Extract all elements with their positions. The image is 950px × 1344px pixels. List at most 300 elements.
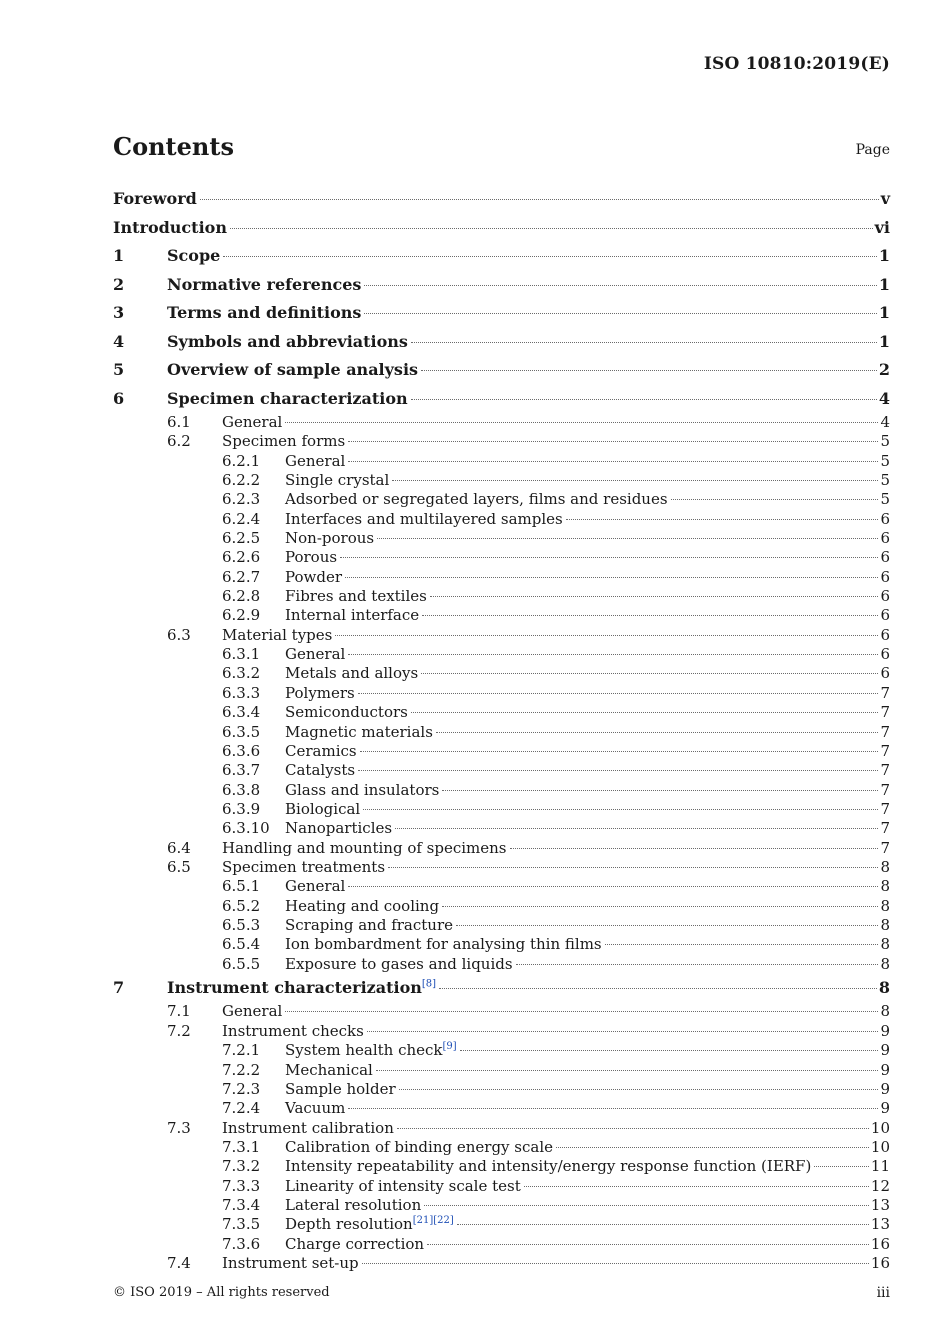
toc-entry-page: 13 xyxy=(870,1195,890,1214)
toc-entry-title-text: Symbols and abbreviations xyxy=(167,331,408,351)
toc-entry[interactable] xyxy=(113,684,890,703)
toc-entry-number: 6.1 xyxy=(167,413,191,431)
toc-entry-title-text: Mechanical xyxy=(285,1060,373,1079)
toc-entry-page: 16 xyxy=(870,1234,890,1253)
toc-entry-title xyxy=(285,529,374,548)
toc-entry-title-text: Sample holder xyxy=(285,1079,396,1098)
dot-leader xyxy=(364,285,876,286)
toc-entry-title-text: Metals and alloys xyxy=(285,664,419,683)
toc-entry[interactable] xyxy=(113,839,890,858)
toc-entry-page: 8 xyxy=(880,1002,890,1021)
toc-entry-number: 7.2.3 xyxy=(222,1079,261,1098)
toc-entry-title xyxy=(222,413,282,432)
dot-leader xyxy=(566,519,879,520)
toc-entry-title-text: Scope xyxy=(167,246,221,265)
toc-entry-number: 3 xyxy=(113,303,125,322)
toc-entry-title xyxy=(285,1061,373,1080)
toc-entry-number: 6.3.5 xyxy=(222,722,261,741)
toc-entry-number: 6.2 xyxy=(167,432,191,451)
toc-entry-title-text: Specimen characterization xyxy=(167,388,408,408)
toc-entry-title-text: Exposure to gases and liquids xyxy=(285,954,513,973)
toc-entry-page: 1 xyxy=(878,331,890,351)
toc-entry-number: 1 xyxy=(113,246,125,265)
dot-leader xyxy=(348,1108,878,1109)
toc-entry[interactable] xyxy=(113,1157,890,1176)
toc-entry-title xyxy=(285,916,453,935)
toc-entry-title xyxy=(285,1157,811,1176)
toc-entry-title xyxy=(285,761,355,780)
toc-entry-page: 9 xyxy=(880,1060,890,1079)
toc-entry-title-text: Overview of sample analysis xyxy=(167,360,419,379)
toc-entry-number: 7.3.6 xyxy=(222,1234,261,1253)
toc-entry[interactable] xyxy=(113,214,890,243)
toc-entry-page: 8 xyxy=(880,857,890,876)
toc-entry-page: 13 xyxy=(870,1215,890,1234)
toc-entry-page: 6 xyxy=(880,548,890,567)
toc-entry-number: 6.2.5 xyxy=(222,529,261,548)
dot-leader xyxy=(814,1166,869,1167)
toc-entry-page: 5 xyxy=(880,490,890,509)
dot-leader xyxy=(516,964,879,965)
toc-entry-number: 4 xyxy=(113,331,125,351)
toc-entry-page: 7 xyxy=(880,761,890,780)
toc-entry-title xyxy=(167,328,408,357)
toc-entry-number: 6.3.10 xyxy=(222,819,270,838)
toc-entry[interactable] xyxy=(113,471,890,490)
toc-entry-page: 6 xyxy=(880,606,890,625)
toc-entry-number: 6.2.7 xyxy=(222,567,261,586)
dot-leader xyxy=(397,1128,869,1129)
toc-entry-page: 7 xyxy=(880,838,890,857)
reference-link[interactable]: [8] xyxy=(421,978,437,990)
toc-entry-number: 6.3 xyxy=(167,625,191,644)
toc-entry-page: 9 xyxy=(880,1079,890,1098)
toc-entry-title-text: General xyxy=(285,645,346,664)
dot-leader xyxy=(671,499,879,500)
toc-entry-page: 5 xyxy=(880,432,890,451)
toc-entry-title xyxy=(113,214,227,243)
toc-entry[interactable] xyxy=(113,858,890,877)
toc-entry[interactable] xyxy=(113,548,890,567)
toc-entry-title xyxy=(222,839,507,858)
toc-entry-page: 6 xyxy=(880,567,890,586)
toc-entry-page: 16 xyxy=(870,1253,890,1272)
toc-entry-title-text: Scraping and fracture xyxy=(285,915,453,934)
toc-entry-number: 6.2.2 xyxy=(222,471,261,490)
dot-leader xyxy=(442,906,878,907)
dot-leader xyxy=(230,228,873,229)
toc-entry-title xyxy=(285,935,602,954)
toc-entry-page: 11 xyxy=(870,1157,890,1176)
toc-entry-title-text: Instrument set-up xyxy=(222,1253,359,1272)
toc-entry-number: 6.3.1 xyxy=(222,645,261,664)
toc-entry-number: 6.3.7 xyxy=(222,761,261,780)
toc-entry-title xyxy=(285,568,342,587)
toc-entry-page: 8 xyxy=(880,915,890,934)
toc-entry-page: 10 xyxy=(870,1137,890,1156)
toc-entry-title-text: Specimen treatments xyxy=(222,857,386,876)
toc-entry-page: 6 xyxy=(880,587,890,606)
toc-entry-number: 7.3.2 xyxy=(222,1157,261,1176)
toc-entry-page: 10 xyxy=(870,1118,890,1137)
toc-entry-number: 6.2.8 xyxy=(222,587,261,606)
dot-leader xyxy=(395,828,878,829)
toc-entry-title-text: Instrument calibration xyxy=(222,1118,394,1137)
toc-entry-page: 7 xyxy=(880,780,890,799)
dot-leader xyxy=(340,557,878,558)
toc-entry[interactable] xyxy=(113,974,890,1003)
toc-entry-number: 6.2.9 xyxy=(222,606,261,625)
toc-entry[interactable] xyxy=(113,356,890,385)
toc-entry-title-text: Vacuum xyxy=(285,1099,346,1118)
toc-entry-title xyxy=(222,1022,364,1041)
toc-entry-page: 4 xyxy=(880,413,890,431)
toc-entry-page: 6 xyxy=(880,664,890,683)
toc-entry[interactable] xyxy=(113,185,890,214)
dot-leader xyxy=(388,867,878,868)
toc-entry-page: 6 xyxy=(880,509,890,528)
toc-entry[interactable] xyxy=(113,510,890,529)
toc-entry-page: 7 xyxy=(880,819,890,838)
toc-entry-page: 8 xyxy=(878,977,890,997)
dot-leader xyxy=(223,256,877,257)
toc-entry[interactable] xyxy=(113,587,890,606)
dot-leader xyxy=(360,751,879,752)
dot-leader xyxy=(457,1224,869,1225)
dot-leader xyxy=(200,199,879,200)
toc-entry-title-text: Instrument characterization xyxy=(167,977,422,997)
contents-heading: Contents xyxy=(113,132,234,161)
toc-entry-title xyxy=(167,356,418,385)
toc-entry-title-text: General xyxy=(222,413,283,431)
toc-entry-page: 1 xyxy=(878,246,890,265)
toc-entry-number: 7.2 xyxy=(167,1021,191,1040)
dot-leader xyxy=(399,1089,879,1090)
toc-entry-title-text: Handling and mounting of specimens xyxy=(222,838,507,857)
dot-leader xyxy=(439,988,877,989)
toc-entry-page: 1 xyxy=(878,274,890,294)
toc-entry-page: 5 xyxy=(880,451,890,470)
toc-entry[interactable] xyxy=(113,606,890,625)
toc-entry-title xyxy=(285,723,433,742)
toc-entry-number: 6.3.9 xyxy=(222,799,261,818)
dot-leader xyxy=(411,399,877,400)
toc-entry-title-text: Non-porous xyxy=(285,529,375,548)
toc-entry-page: 7 xyxy=(880,683,890,702)
toc-entry-title xyxy=(285,703,408,722)
toc-entry-title xyxy=(285,1177,521,1196)
toc-entry-number: 6.3.2 xyxy=(222,664,261,683)
toc-entry-number: 7.3.3 xyxy=(222,1176,261,1195)
toc-entry-number: 7.3.4 xyxy=(222,1195,261,1214)
toc-entry-number: 6.2.1 xyxy=(222,451,261,470)
toc-entry-title-text: Ceramics xyxy=(285,741,357,760)
dot-leader xyxy=(364,313,876,314)
toc-entry-number: 6.5.4 xyxy=(222,935,261,954)
reference-link[interactable]: [21][22] xyxy=(412,1215,454,1227)
toc-entry-number: 6.5.1 xyxy=(222,877,261,896)
toc-entry-page: v xyxy=(880,189,890,208)
toc-entry-title-text: System health check xyxy=(285,1041,443,1060)
toc-entry-title xyxy=(167,385,408,414)
toc-entry-page: 9 xyxy=(880,1099,890,1118)
toc-entry-title xyxy=(222,1119,394,1138)
dot-leader xyxy=(436,732,879,733)
toc-entry-title-text: Intensity repeatability and intensity/energy response function (IERF) xyxy=(285,1157,812,1176)
toc-entry[interactable] xyxy=(113,800,890,819)
toc-entry[interactable] xyxy=(113,645,890,664)
toc-entry-title-text: General xyxy=(285,877,346,896)
toc-entry-title-text: Terms and definitions xyxy=(167,303,362,322)
toc-entry-title xyxy=(285,1138,553,1157)
dot-leader xyxy=(421,673,878,674)
toc-entry-number: 7.2.2 xyxy=(222,1060,261,1079)
dot-leader xyxy=(421,370,877,371)
toc-entry[interactable] xyxy=(113,568,890,587)
toc-entry[interactable] xyxy=(113,1041,890,1060)
toc-entry-number: 6.3.6 xyxy=(222,741,261,760)
toc-entry-title xyxy=(222,1254,359,1273)
toc-entry-page: 6 xyxy=(880,529,890,548)
toc-entry[interactable] xyxy=(113,432,890,451)
toc-entry[interactable] xyxy=(113,1099,890,1118)
dot-leader xyxy=(460,1050,879,1051)
toc-entry-title xyxy=(285,1080,396,1099)
toc-entry-page: 6 xyxy=(880,645,890,664)
dot-leader xyxy=(427,1244,869,1245)
toc-entry-title-text: Heating and cooling xyxy=(285,896,440,915)
dot-leader xyxy=(285,1011,878,1012)
toc-entry-title xyxy=(285,452,345,471)
toc-entry[interactable] xyxy=(113,452,890,471)
dot-leader xyxy=(348,441,878,442)
toc-entry-title xyxy=(222,858,385,877)
toc-entry-title-text: Magnetic materials xyxy=(285,722,433,741)
toc-entry-title xyxy=(285,781,439,800)
dot-leader xyxy=(377,538,878,539)
toc-entry-number: 7.1 xyxy=(167,1002,191,1021)
toc-entry[interactable] xyxy=(113,626,890,645)
toc-entry-title-text: Lateral resolution xyxy=(285,1195,422,1214)
toc-entry[interactable] xyxy=(113,1119,890,1138)
toc-entry[interactable] xyxy=(113,935,890,954)
toc-entry-title-text: Biological xyxy=(285,799,361,818)
toc-entry-title xyxy=(285,471,389,490)
toc-entry-title-text: Charge correction xyxy=(285,1234,425,1253)
toc-entry[interactable] xyxy=(113,328,890,357)
dot-leader xyxy=(442,790,878,791)
toc-entry-number: 6 xyxy=(113,388,125,408)
toc-entry-title xyxy=(285,819,392,838)
toc-entry-title xyxy=(285,1235,424,1254)
toc-entry-title xyxy=(285,548,337,567)
dot-leader xyxy=(411,712,879,713)
dot-leader xyxy=(285,422,878,423)
dot-leader xyxy=(345,577,878,578)
toc-entry-number: 6.3.4 xyxy=(222,703,261,722)
toc-entry-title-text: Glass and insulators xyxy=(285,780,440,799)
toc-entry-title-text: Instrument checks xyxy=(222,1021,364,1040)
toc-entry-number: 7.4 xyxy=(167,1253,191,1272)
toc-entry-title-text: Ion bombardment for analysing thin films xyxy=(285,935,602,954)
toc-entry[interactable] xyxy=(113,1061,890,1080)
page-column-label: Page xyxy=(855,142,890,158)
toc-entry[interactable] xyxy=(113,1002,890,1021)
toc-entry-title xyxy=(167,299,361,328)
toc-entry-page: 2 xyxy=(878,360,890,379)
toc-entry-title-text: Introduction xyxy=(113,217,227,237)
copyright-notice: © ISO 2019 – All rights reserved xyxy=(113,1285,330,1300)
toc-entry-title xyxy=(167,974,436,1003)
dot-leader xyxy=(605,944,879,945)
toc-entry-number: 6.5.2 xyxy=(222,896,261,915)
toc-entry-title xyxy=(285,490,668,509)
toc-entry[interactable] xyxy=(113,1235,890,1254)
toc-entry-title-text: Polymers xyxy=(285,683,355,702)
dot-leader xyxy=(335,635,878,636)
toc-entry-title-text: Semiconductors xyxy=(285,703,408,722)
toc-entry-title xyxy=(285,645,345,664)
toc-entry-number: 6.5 xyxy=(167,857,191,876)
dot-leader xyxy=(430,596,879,597)
toc-entry[interactable] xyxy=(113,1138,890,1157)
toc-entry-number: 6.4 xyxy=(167,838,191,857)
toc-entry-number: 6.3.3 xyxy=(222,683,261,702)
toc-entry[interactable] xyxy=(113,819,890,838)
toc-entry[interactable] xyxy=(113,1215,890,1234)
toc-entry-page: 5 xyxy=(880,471,890,490)
toc-entry-page: vi xyxy=(874,217,890,237)
toc-entry-number: 7.2.4 xyxy=(222,1099,261,1118)
toc-entry-page: 9 xyxy=(880,1041,890,1060)
toc-entry[interactable] xyxy=(113,703,890,722)
toc-entry-title-text: Calibration of binding energy scale xyxy=(285,1137,554,1156)
dot-leader xyxy=(376,1070,879,1071)
toc-entry[interactable] xyxy=(113,916,890,935)
toc-entry-page: 7 xyxy=(880,799,890,818)
toc-entry[interactable] xyxy=(113,955,890,974)
toc-entry[interactable] xyxy=(113,761,890,780)
dot-leader xyxy=(348,461,878,462)
dot-leader xyxy=(456,925,878,926)
toc-entry[interactable] xyxy=(113,1080,890,1099)
toc-entry-number: 2 xyxy=(113,274,125,294)
page-number: iii xyxy=(876,1285,890,1301)
dot-leader xyxy=(348,886,878,887)
toc-entry[interactable] xyxy=(113,1254,890,1273)
toc-entry-title xyxy=(285,1215,454,1234)
toc-entry-title xyxy=(285,877,345,896)
toc-entry-number: 7.3.5 xyxy=(222,1215,261,1234)
toc-entry-number: 6.2.6 xyxy=(222,548,261,567)
toc-entry[interactable] xyxy=(113,529,890,548)
toc-entry-page: 7 xyxy=(880,722,890,741)
dot-leader xyxy=(424,1205,869,1206)
toc-entry[interactable] xyxy=(113,490,890,509)
toc-entry[interactable] xyxy=(113,1022,890,1041)
dot-leader xyxy=(362,1263,869,1264)
toc-entry[interactable] xyxy=(113,413,890,432)
toc-entry-title xyxy=(285,510,563,529)
dot-leader xyxy=(556,1147,869,1148)
toc-entry-title-text: Catalysts xyxy=(285,761,356,780)
toc-entry[interactable] xyxy=(113,385,890,414)
toc-entry-number: 7 xyxy=(113,977,125,997)
toc-entry[interactable] xyxy=(113,897,890,916)
toc-entry-title-text: General xyxy=(222,1002,283,1021)
toc-entry-title-text: Powder xyxy=(285,567,343,586)
toc-entry-page: 1 xyxy=(878,303,890,322)
dot-leader xyxy=(524,1186,869,1187)
toc-entry[interactable] xyxy=(113,742,890,761)
toc-entry[interactable] xyxy=(113,299,890,328)
toc-entry[interactable] xyxy=(113,877,890,896)
dot-leader xyxy=(510,848,879,849)
toc-entry-title xyxy=(285,606,419,625)
toc-entry-page: 8 xyxy=(880,935,890,954)
toc-entry[interactable] xyxy=(113,781,890,800)
toc-entry-title xyxy=(285,1196,421,1215)
toc-entry[interactable] xyxy=(113,1177,890,1196)
toc-entry[interactable] xyxy=(113,664,890,683)
toc-entry-title-text: Adsorbed or segregated layers, films and residues xyxy=(285,490,668,509)
toc-entry-number: 6.5.3 xyxy=(222,915,261,934)
toc-entry-title xyxy=(285,664,418,683)
toc-entry-title xyxy=(285,1099,345,1118)
toc-entry[interactable] xyxy=(113,242,890,271)
toc-entry[interactable] xyxy=(113,723,890,742)
toc-entry[interactable] xyxy=(113,1196,890,1215)
dot-leader xyxy=(348,654,878,655)
toc-entry-title-text: Foreword xyxy=(113,189,197,208)
toc-entry-number: 6.5.5 xyxy=(222,954,261,973)
toc-entry-title-text: General xyxy=(285,451,346,470)
toc-entry-page: 8 xyxy=(880,896,890,915)
toc-entry-number: 6.2.3 xyxy=(222,490,261,509)
dot-leader xyxy=(358,693,879,694)
toc-entry-title xyxy=(285,684,355,703)
toc-entry-title xyxy=(285,800,360,819)
toc-entry-title xyxy=(167,242,220,271)
toc-entry-title xyxy=(113,185,197,214)
toc-entry-title xyxy=(222,432,345,451)
toc-entry-page: 6 xyxy=(880,625,890,644)
table-of-contents xyxy=(113,185,890,1273)
toc-entry-title-text: Interfaces and multilayered samples xyxy=(285,509,563,528)
toc-entry[interactable] xyxy=(113,271,890,300)
toc-entry-number: 6.3.8 xyxy=(222,780,261,799)
toc-entry-title-text: Material types xyxy=(222,625,333,644)
toc-entry-title-text: Single crystal xyxy=(285,471,390,490)
toc-entry-title-text: Depth resolution xyxy=(285,1215,413,1234)
toc-entry-page: 7 xyxy=(880,741,890,760)
dot-leader xyxy=(392,480,878,481)
dot-leader xyxy=(422,615,878,616)
toc-entry-title xyxy=(285,587,427,606)
toc-entry-title-text: Linearity of intensity scale test xyxy=(285,1176,521,1195)
toc-entry-title-text: Specimen forms xyxy=(222,432,346,451)
toc-entry-page: 12 xyxy=(870,1176,890,1195)
reference-link[interactable]: [9] xyxy=(442,1041,457,1053)
toc-entry-page: 4 xyxy=(878,388,890,408)
toc-entry-title xyxy=(222,626,332,645)
toc-entry-page: 7 xyxy=(880,703,890,722)
toc-entry-number: 7.2.1 xyxy=(222,1041,261,1060)
toc-entry-number: 6.2.4 xyxy=(222,509,261,528)
toc-entry-title-text: Nanoparticles xyxy=(285,819,393,838)
toc-entry-page: 8 xyxy=(880,954,890,973)
toc-entry-page: 8 xyxy=(880,877,890,896)
